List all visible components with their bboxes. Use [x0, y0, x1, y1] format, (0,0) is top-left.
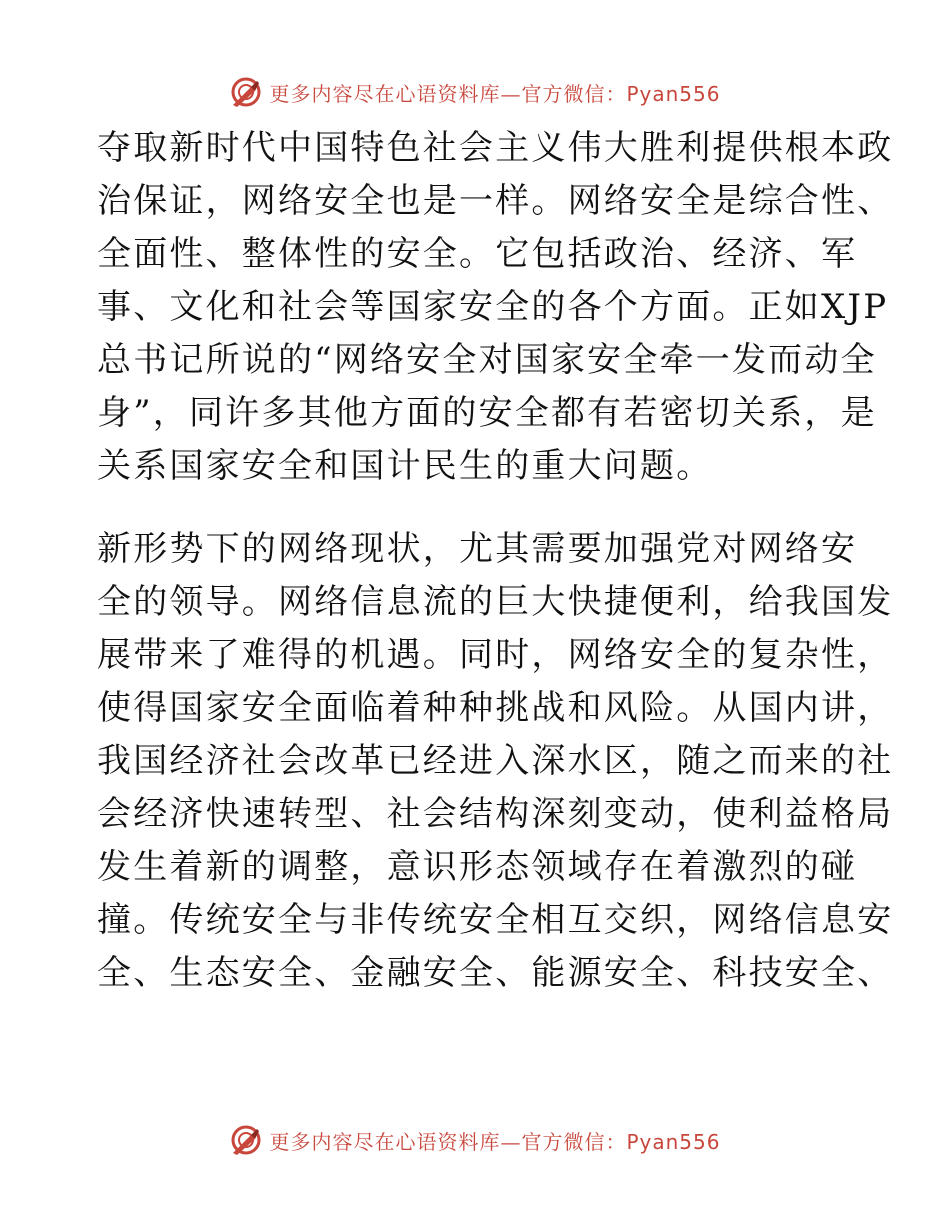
text-line: 身”，同许多其他方面的安全都有若密切关系，是 [97, 393, 877, 433]
text-line: 治保证，网络安全也是一样。网络安全是综合性、 [97, 181, 894, 221]
banner-text [269, 1126, 720, 1155]
document-body [97, 122, 894, 1000]
text-line: 事、文化和社会等国家安全的各个方面。正如XJP [97, 287, 889, 327]
text-line: 发生着新的调整，意识形态领域存在着激烈的碰 [97, 847, 858, 887]
text-line: 全的领导。网络信息流的巨大快捷便利，给我国发 [97, 582, 894, 622]
pen-logo-icon [229, 75, 263, 109]
footer-banner [0, 1120, 950, 1160]
header-banner [0, 72, 950, 112]
text-line: 夺取新时代中国特色社会主义伟大胜利提供根本政 [97, 128, 894, 168]
banner-text [269, 78, 720, 107]
paragraph-gap [97, 493, 857, 523]
text-line: 我国经济社会改革已经进入深水区，随之而来的社 [97, 741, 894, 781]
text-line: 展带来了难得的机遇。同时，网络安全的复杂性， [97, 635, 894, 675]
text-line: 新形势下的网络现状，尤其需要加强党对网络安 [97, 529, 858, 569]
banner-separator: — [500, 81, 522, 106]
paragraph-1 [97, 122, 894, 493]
text-line: 全、生态安全、金融安全、能源安全、科技安全、 [97, 953, 894, 993]
text-line: 撞。传统安全与非传统安全相互交织，网络信息安 [97, 900, 894, 940]
text-line: 总书记所说的“网络安全对国家安全牵一发而动全 [97, 340, 877, 380]
banner-site-name: 更多内容尽在心语资料库 [269, 81, 501, 106]
text-line: 使得国家安全面临着种种挑战和风险。从国内讲， [97, 688, 894, 728]
text-line: 全面性、整体性的安全。它包括政治、经济、军 [97, 234, 858, 274]
text-line: 关系国家安全和国计民生的重大问题。 [97, 446, 713, 486]
banner-site-name: 更多内容尽在心语资料库 [269, 1129, 501, 1154]
banner-wechat: 官方微信：Pyan556 [521, 81, 721, 106]
banner-wechat: 官方微信：Pyan556 [521, 1129, 721, 1154]
text-line: 会经济快速转型、社会结构深刻变动，使利益格局 [97, 794, 894, 834]
banner-separator: — [500, 1129, 522, 1154]
paragraph-2 [97, 523, 894, 1000]
pen-logo-icon [229, 1123, 263, 1157]
